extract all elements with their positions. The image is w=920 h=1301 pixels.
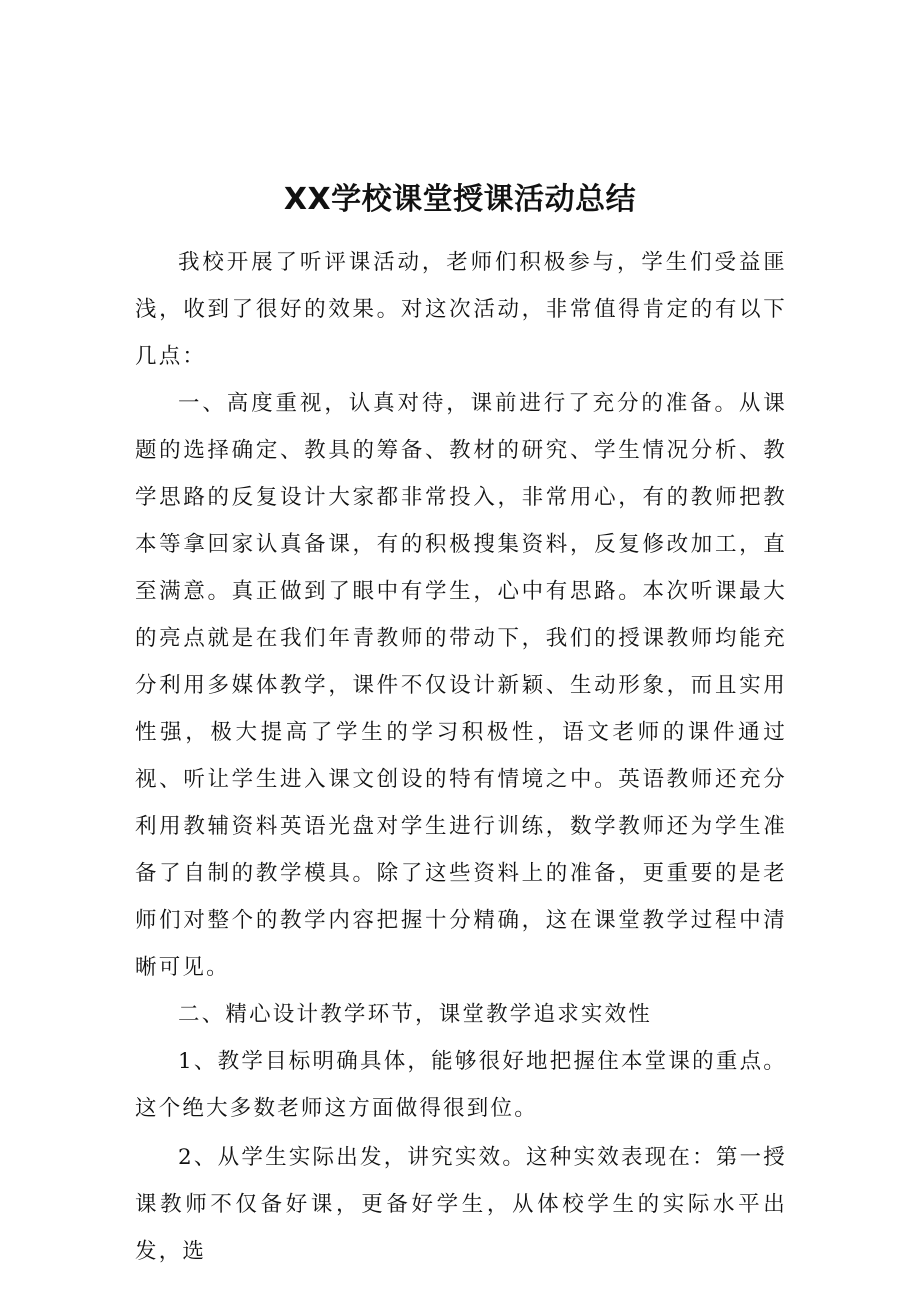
paragraph-point-one: 1、教学目标明确具体，能够很好地把握住本堂课的重点。这个绝大多数老师这方面做得很到位。 (135, 1049, 787, 1121)
paragraph-point-two: 2、从学生实际出发，讲究实效。这种实效表现在：第一授课教师不仅备好课，更备好学生，从体校学生的实际水平出发，选 (135, 1145, 787, 1264)
document-title: XX学校课堂授课活动总结 (283, 182, 637, 217)
document-body (135, 239, 787, 1275)
paragraph-section-two-heading: 二、精心设计教学环节，课堂教学追求实效性 (178, 1002, 653, 1027)
paragraph-section-one: 一、高度重视，认真对待，课前进行了充分的准备。从课题的选择确定、教具的筹备、教材的研究、学生情况分析、教学思路的反复设计大家都非常投入，非常用心，有的教师把教本等拿回家认真备课，有的积极搜集资料，反复修改加工，直至满意。真正做到了眼中有学生，心中有思路。本次听课最大的亮点就是在我们年青教师的带动下，我们的授课教师均能充分利用多媒体教学，课件不仅设计新颖、生动形象，而且实用性强，极大提高了学生的学习积极性，语文老师的课件通过视、听让学生进入课文创设的特有情境之中。英语教师还充分利用教辅资料英语光盘对学生进行训练，数学教师还为学生准备了自制的教学模具。除了这些资料上的准备，更重要的是老师们对整个的教学内容把握十分精确，这在课堂教学过程中清晰可见。 (135, 391, 787, 980)
paragraph-intro: 我校开展了听评课活动，老师们积极参与，学生们受益匪浅，收到了很好的效果。对这次活动，非常值得肯定的有以下几点： (135, 250, 787, 369)
